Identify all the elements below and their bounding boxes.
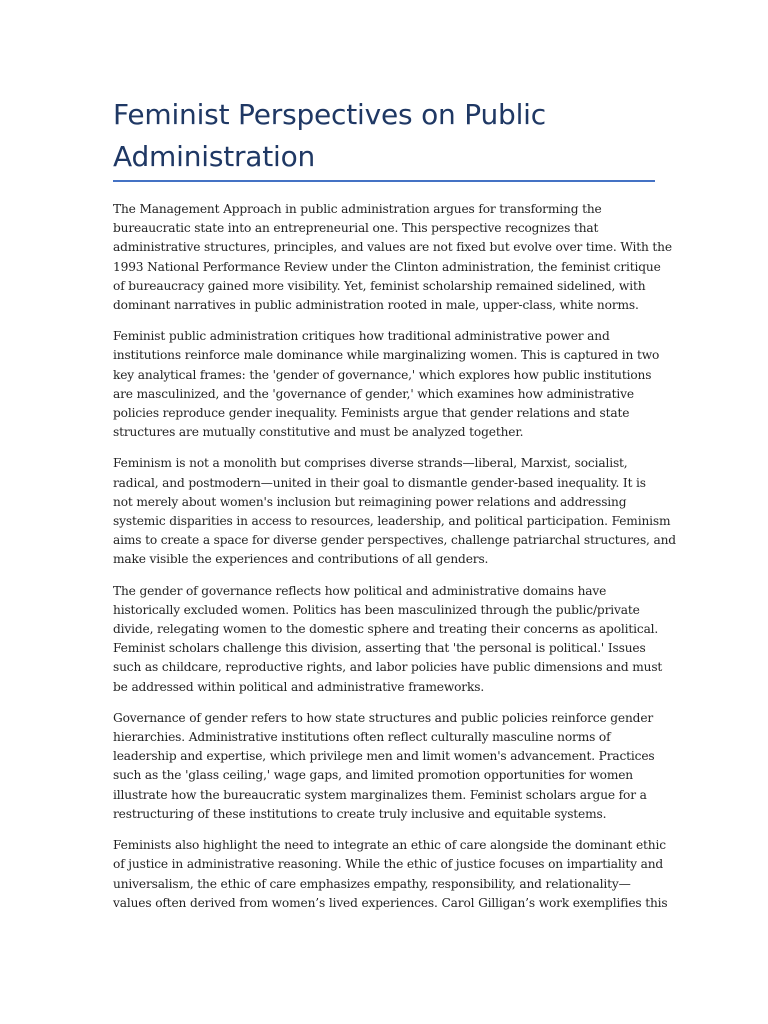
paragraph-line: Feminism is not a monolith but comprises diverse strands—liberal, Marxist, socialist, bbox=[113, 456, 628, 471]
paragraph-line: historically excluded women. Politics has been masculinized through the public/private bbox=[113, 602, 640, 617]
title-underline-rule bbox=[113, 180, 655, 182]
body-paragraph bbox=[113, 836, 668, 913]
paragraph-line: dominant narratives in public administration rooted in male, upper-class, white norms. bbox=[113, 298, 639, 313]
paragraph-line: universalism, the ethic of care emphasizes empathy, responsibility, and relationality— bbox=[113, 876, 631, 891]
paragraph-line: policies reproduce gender inequality. Feminists argue that gender relations and state bbox=[113, 406, 630, 421]
paragraph-line: illustrate how the bureaucratic system marginalizes them. Feminist scholars argue for a bbox=[113, 787, 647, 802]
body-paragraph bbox=[113, 709, 658, 824]
body-paragraph bbox=[113, 454, 676, 569]
paragraph-line: Feminists also highlight the need to integrate an ethic of care alongside the dominant ethic bbox=[113, 838, 666, 853]
paragraph-line: The gender of governance reflects how political and administrative domains have bbox=[113, 583, 607, 598]
paragraph-line: key analytical frames: the 'gender of governance,' which explores how public institutions bbox=[113, 367, 652, 382]
paragraph-line: make visible the experiences and contributions of all genders. bbox=[113, 552, 489, 567]
paragraph-line: systemic disparities in access to resources, leadership, and political participation. Feminism bbox=[113, 514, 671, 529]
paragraph-line: of justice in administrative reasoning. While the ethic of justice focuses on impartiality and bbox=[113, 857, 664, 872]
paragraph-line: structures are mutually constitutive and must be analyzed together. bbox=[113, 425, 524, 440]
paragraph-line: not merely about women's inclusion but reimagining power relations and addressing bbox=[113, 494, 627, 509]
paragraph-line: The Management Approach in public administration argues for transforming the bbox=[113, 202, 602, 216]
paragraph-line: leadership and expertise, which privilege men and limit women's advancement. Practices bbox=[113, 749, 655, 764]
paragraph-line: divide, relegating women to the domestic sphere and treating their concerns as apolitical. bbox=[113, 622, 659, 637]
paragraph-line: Feminist public administration critiques how traditional administrative power and bbox=[113, 329, 610, 344]
paragraph-line: such as childcare, reproductive rights, and labor policies have public dimensions and must bbox=[113, 660, 663, 675]
document-title bbox=[113, 94, 673, 178]
body-paragraph bbox=[113, 582, 663, 697]
paragraph-line: are masculinized, and the 'governance of gender,' which examines how administrative bbox=[113, 386, 634, 401]
paragraph-line: restructuring of these institutions to create truly inclusive and equitable systems. bbox=[113, 806, 607, 821]
title-line: Feminist Perspectives on Public bbox=[113, 98, 546, 131]
paragraph-line: Governance of gender refers to how state structures and public policies reinforce gender bbox=[113, 710, 654, 725]
body-paragraph bbox=[113, 200, 672, 315]
paragraph-line: be addressed within political and administrative frameworks. bbox=[113, 679, 485, 694]
paragraph-line: administrative structures, principles, and values are not fixed but evolve over time. With the bbox=[113, 240, 672, 255]
body-paragraph bbox=[113, 327, 658, 442]
paragraph-line: values often derived from women’s lived experiences. Carol Gilligan’s work exemplifies this bbox=[113, 895, 668, 910]
paragraph-line: radical, and postmodern—united in their goal to dismantle gender-based inequality. It is bbox=[113, 475, 646, 490]
paragraph-line: hierarchies. Administrative institutions often reflect culturally masculine norms of bbox=[113, 730, 611, 745]
document-body bbox=[113, 200, 676, 925]
paragraph-line: aims to create a space for diverse gender perspectives, challenge patriarchal structures, and bbox=[113, 533, 676, 548]
paragraph-line: of bureaucracy gained more visibility. Yet, feminist scholarship remained sidelined, with bbox=[113, 278, 646, 293]
paragraph-line: Feminist scholars challenge this division, asserting that 'the personal is political.' Issues bbox=[113, 641, 646, 656]
paragraph-line: 1993 National Performance Review under the Clinton administration, the feminist critique bbox=[113, 259, 661, 274]
paragraph-line: bureaucratic state into an entrepreneurial one. This perspective recognizes that bbox=[113, 221, 599, 236]
title-line: Administration bbox=[113, 140, 316, 173]
paragraph-line: such as the 'glass ceiling,' wage gaps, and limited promotion opportunities for women bbox=[113, 768, 633, 783]
paragraph-line: institutions reinforce male dominance while marginalizing women. This is captured in two bbox=[113, 348, 660, 363]
